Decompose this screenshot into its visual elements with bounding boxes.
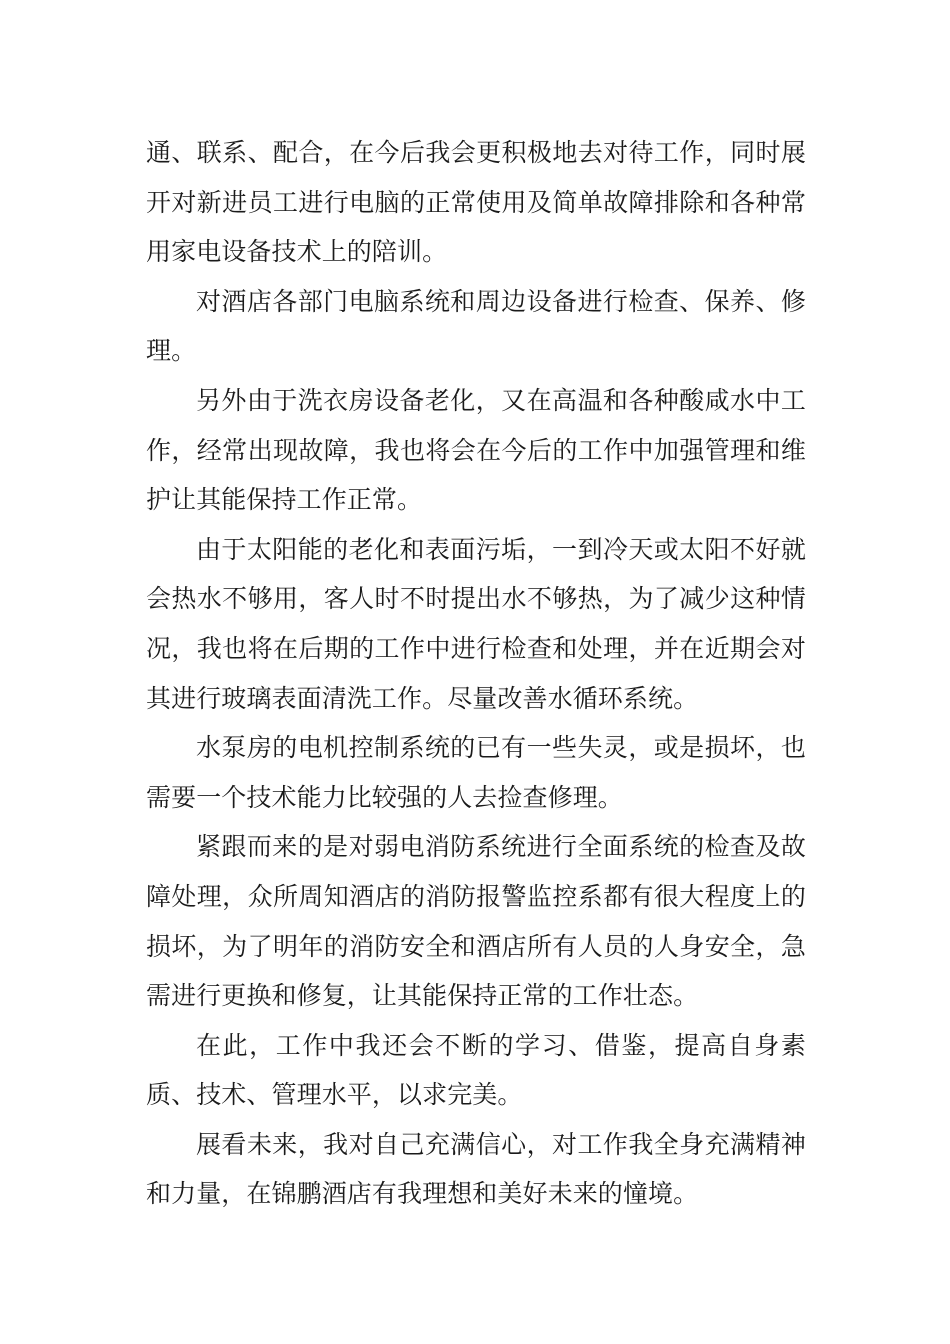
paragraph-solar-heating: 由于太阳能的老化和表面污垢，一到冷天或太阳不好就会热水不够用，客人时不时提出水不够热，为了减少这种情况，我也将在后期的工作中进行检查和处理，并在近期会对其进行玻璃表面清洗工作。尽量改善水循环系统。: [146, 534, 806, 713]
paragraph-self-improvement: 在此，工作中我还会不断的学习、借鉴，提高自身素质、技术、管理水平，以求完美。: [146, 1030, 806, 1110]
paragraph-laundry-equipment: 另外由于洗衣房设备老化，又在高温和各种酸咸水中工作，经常出现故障，我也将会在今后的工作中加强管理和维护让其能保持工作正常。: [146, 385, 806, 515]
paragraph-pump-room: 水泵房的电机控制系统的已有一些失灵，或是损坏，也需要一个技术能力比较强的人去捡查修理。: [146, 733, 806, 812]
paragraph-computer-maintenance: 对酒店各部门电脑系统和周边设备进行检查、保养、修理。: [146, 286, 806, 366]
paragraph-continued: 通、联系、配合，在今后我会更积极地去对待工作，同时展开对新进员工进行电脑的正常使用及简单故障排除和各种常用家电设备技术上的陪训。: [146, 138, 806, 267]
paragraph-outlook: 展看未来，我对自己充满信心，对工作我全身充满精神和力量，在锦鹏酒店有我理想和美好未来的憧境。: [146, 1129, 806, 1209]
paragraph-fire-system: 紧跟而来的是对弱电消防系统进行全面系统的检查及故障处理，众所周知酒店的消防报警监控系都有很大程度上的损坏，为了明年的消防安全和酒店所有人员的人身安全，急需进行更换和修复，让其能保持正常的工作壮态。: [146, 832, 806, 1011]
document-body: [146, 128, 806, 1219]
